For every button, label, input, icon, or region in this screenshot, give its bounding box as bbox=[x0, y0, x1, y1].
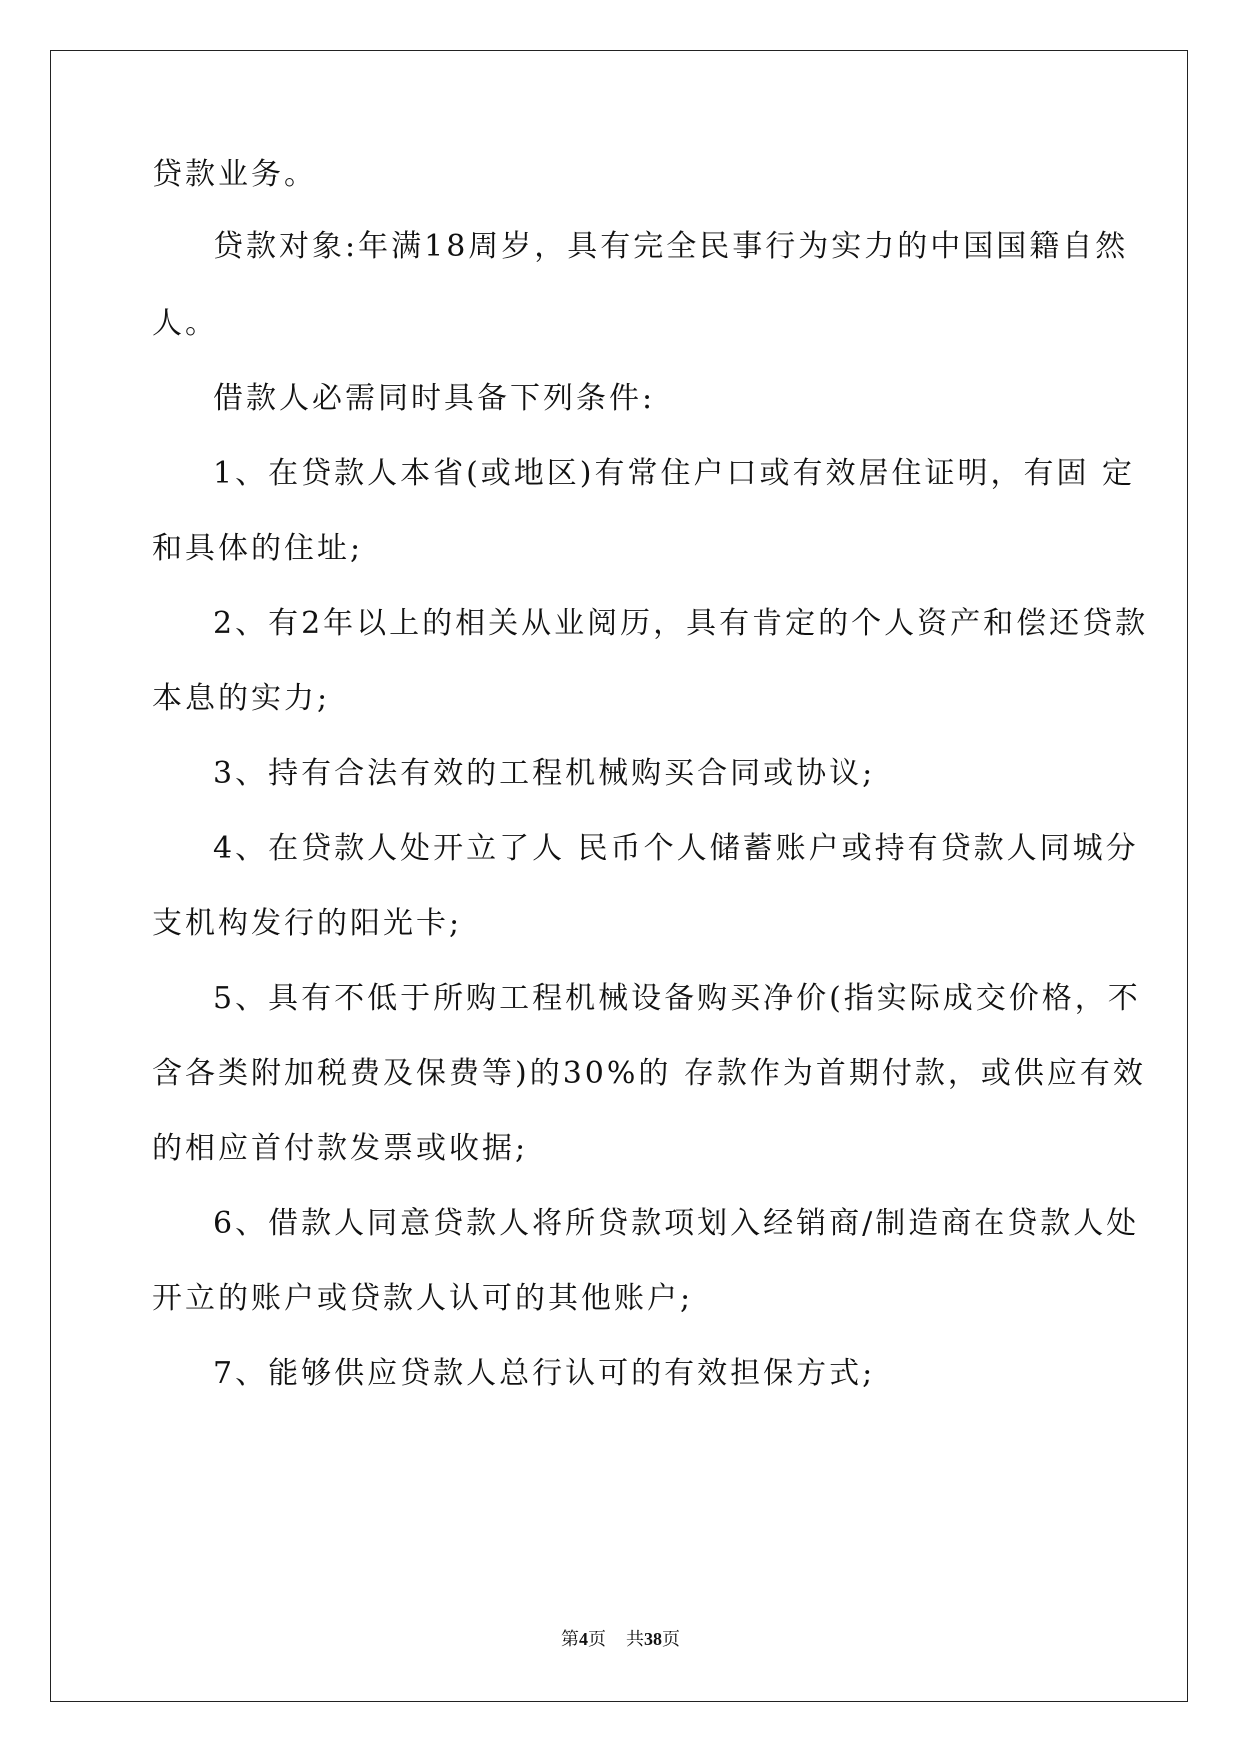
text-line-4: 借款人必需同时具备下列条件: bbox=[213, 381, 656, 416]
text-line-5: 1、在贷款人本省(或地区)有常住户口或有效居住证明，有固 定 bbox=[213, 456, 1136, 491]
text-line-17: 7、能够供应贷款人总行认可的有效担保方式; bbox=[213, 1356, 876, 1391]
text-line-3: 人。 bbox=[152, 306, 218, 341]
text-line-13: 含各类附加税费及保费等)的30%的 存款作为首期付款，或供应有效 bbox=[152, 1056, 1146, 1091]
total-prefix: 共 bbox=[626, 1629, 644, 1649]
text-line-16: 开立的账户或贷款人认可的其他账户; bbox=[152, 1281, 694, 1316]
text-line-12: 5、具有不低于所购工程机械设备购买净价(指实际成交价格，不 bbox=[213, 981, 1141, 1016]
text-line-2: 贷款对象:年满18周岁，具有完全民事行为实力的中国国籍自然 bbox=[213, 229, 1129, 264]
text-line-14: 的相应首付款发票或收据; bbox=[152, 1131, 529, 1166]
text-line-11: 支机构发行的阳光卡; bbox=[152, 906, 463, 941]
total-pages: 38 bbox=[644, 1629, 662, 1649]
page-suffix: 页 bbox=[588, 1629, 606, 1649]
total-suffix: 页 bbox=[662, 1629, 680, 1649]
text-line-10: 4、在贷款人处开立了人 民币个人储蓄账户或持有贷款人同城分 bbox=[213, 831, 1139, 866]
text-line-6: 和具体的住址; bbox=[152, 531, 364, 566]
text-line-15: 6、借款人同意贷款人将所贷款项划入经销商/制造商在贷款人处 bbox=[213, 1206, 1140, 1241]
page-footer bbox=[0, 1627, 1241, 1651]
text-line-1: 贷款业务。 bbox=[152, 157, 317, 192]
page-number: 4 bbox=[579, 1629, 588, 1649]
text-line-7: 2、有2年以上的相关从业阅历，具有肯定的个人资产和偿还贷款 bbox=[213, 606, 1149, 641]
text-line-9: 3、持有合法有效的工程机械购买合同或协议; bbox=[213, 756, 876, 791]
page-prefix: 第 bbox=[561, 1629, 579, 1649]
text-line-8: 本息的实力; bbox=[152, 681, 331, 716]
page-border bbox=[50, 50, 1188, 1702]
